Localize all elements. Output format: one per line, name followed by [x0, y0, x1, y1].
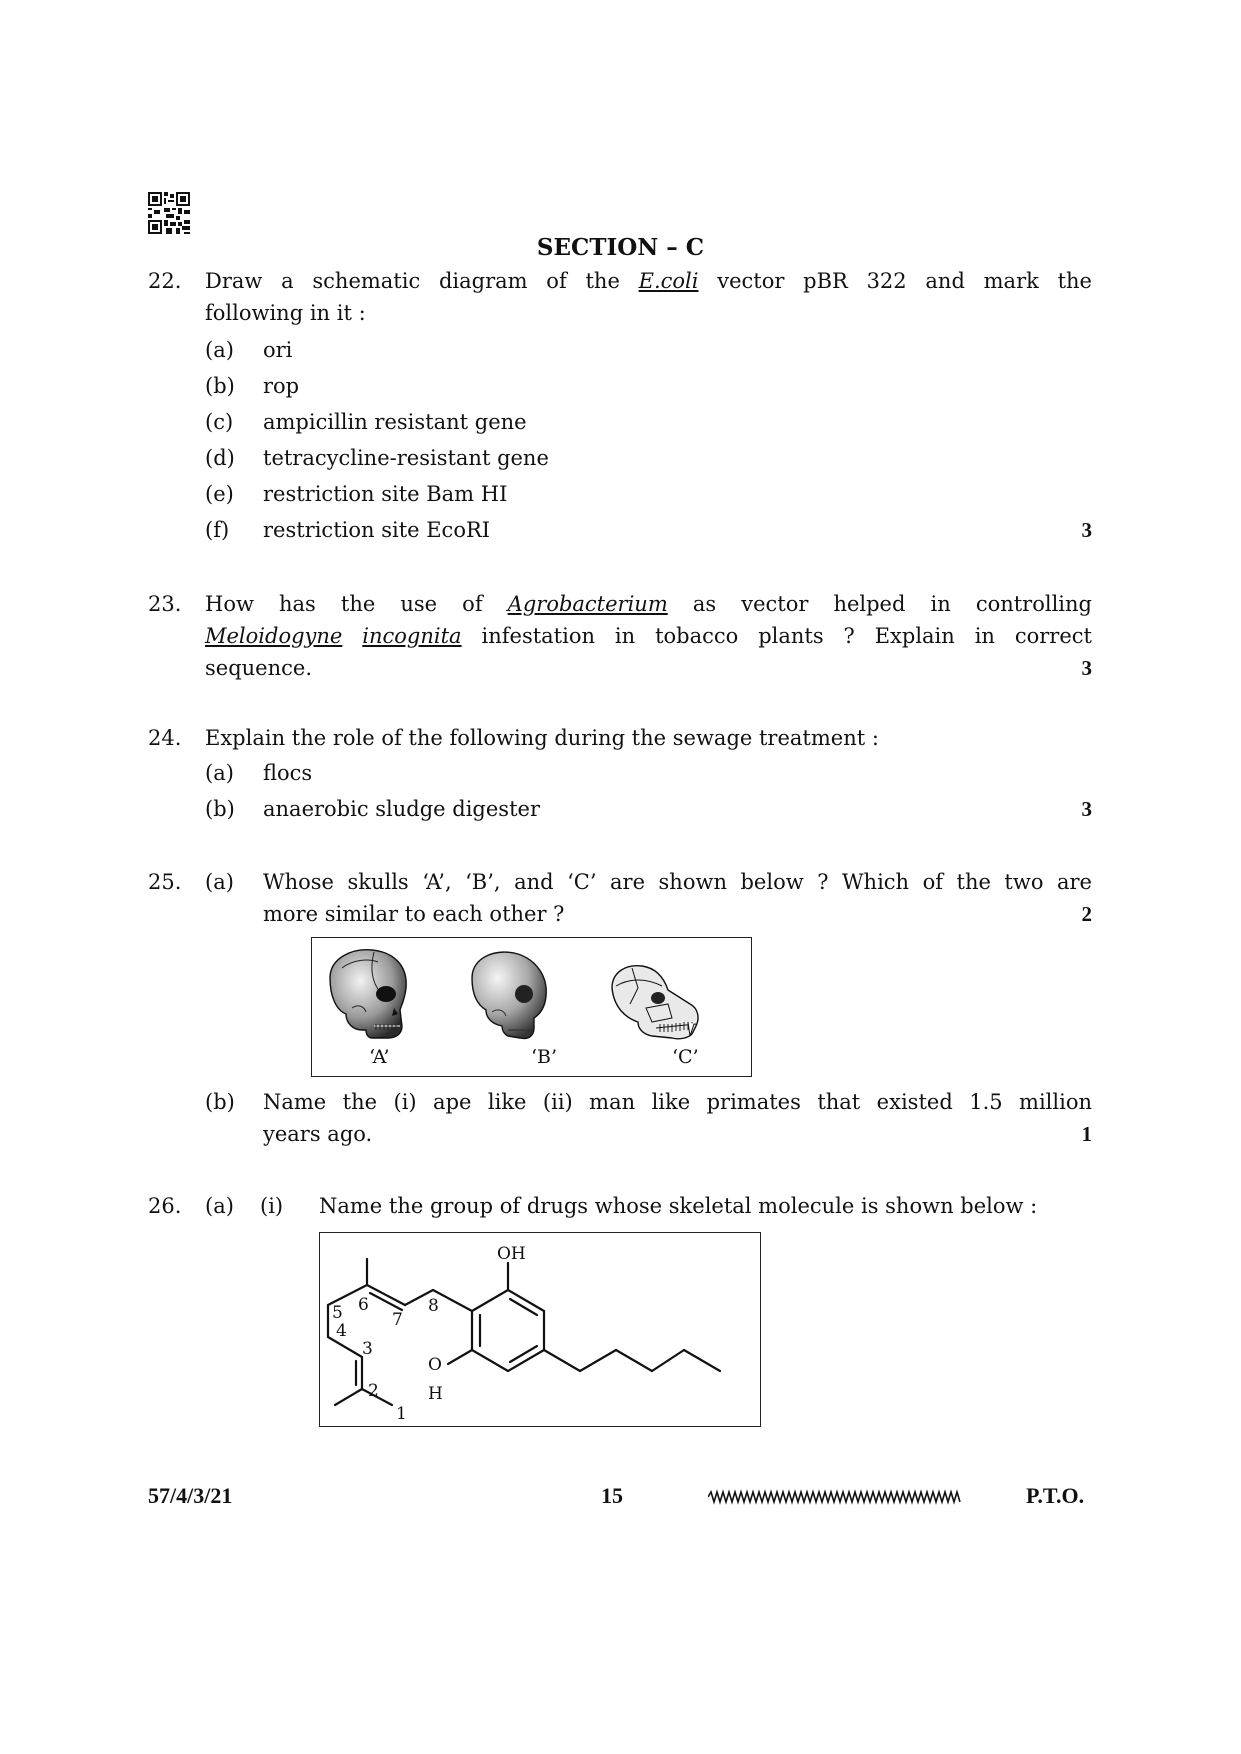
ecoli-term: E.coli [638, 269, 699, 293]
question-25: 25. (a) Whose skulls ‘A’, ‘B’, and ‘C’ are shown below ? Which of the two are more similar to each other ? 2 [148, 866, 1092, 930]
question-number: 22. [148, 269, 182, 293]
question-number: 26. [148, 1194, 182, 1218]
question-text-line2: following in it : [205, 301, 366, 325]
marks: 3 [1081, 518, 1092, 542]
skull-b-label: ‘B’ [531, 1046, 558, 1068]
list-item: (e) restriction site Bam HI [205, 482, 508, 506]
wavy-line-decoration [708, 1489, 962, 1505]
cannabinoid-structure-diagram [320, 1233, 760, 1426]
question-number: 25. [148, 870, 182, 894]
carbon-5-label: 5 [332, 1303, 343, 1323]
list-item: (a) flocs [205, 761, 313, 785]
h-label: H [428, 1384, 443, 1404]
question-text: Draw a schematic diagram of the E.coli vector pBR 322 and mark the [205, 269, 1092, 293]
question-number: 24. [148, 726, 182, 750]
skulls-figure [311, 937, 752, 1077]
question-26: 26. (a) (i) Name the group of drugs whose skeletal molecule is shown below : [148, 1190, 1092, 1222]
page-number: 15 [601, 1483, 623, 1508]
pto-label: P.T.O. [1026, 1483, 1085, 1508]
carbon-6-label: 6 [358, 1295, 369, 1315]
oh-top-label: OH [497, 1244, 526, 1264]
skull-c-image [612, 966, 698, 1039]
skull-a-label: ‘A’ [369, 1046, 390, 1068]
marks: 2 [1081, 902, 1092, 926]
list-item: (c) ampicillin resistant gene [205, 410, 527, 434]
question-25b: (b) Name the (i) ape like (ii) man like primates that existed 1.5 million years ago. 1 [148, 1086, 1092, 1150]
marks: 3 [1081, 797, 1092, 821]
section-heading: SECTION – C [536, 234, 705, 261]
list-item: (b) rop [205, 374, 300, 398]
marks: 1 [1081, 1122, 1092, 1146]
carbon-4-label: 4 [336, 1321, 347, 1341]
carbon-7-label: 7 [392, 1310, 403, 1330]
q22-items [148, 334, 1092, 550]
carbon-8-label: 8 [428, 1296, 439, 1316]
list-item: (a) ori [205, 338, 293, 362]
carbon-3-label: 3 [362, 1339, 373, 1359]
incognita-term: incognita [362, 624, 462, 648]
list-item: (f) restriction site EcoRI 3 [148, 514, 1092, 550]
skull-c-label: ‘C’ [672, 1046, 699, 1068]
list-item: (d) tetracycline-resistant gene [205, 446, 549, 470]
question-24 [148, 722, 1092, 754]
qr-code-icon [148, 192, 190, 234]
paper-code: 57/4/3/21 [148, 1483, 233, 1508]
list-item: (b) anaerobic sludge digester 3 [148, 793, 1092, 829]
marks: 3 [1081, 656, 1092, 680]
question-text: Explain the role of the following during the sewage treatment : [205, 726, 879, 750]
agrobacterium-term: Agrobacterium [507, 592, 668, 616]
question-number: 23. [148, 592, 182, 616]
question-22 [148, 265, 1092, 329]
carbon-2-label: 2 [368, 1381, 379, 1401]
meloidogyne-term: Meloidogyne [205, 624, 343, 648]
q24-items [148, 757, 1092, 829]
o-label: O [428, 1355, 442, 1375]
question-23: 23. How has the use of Agrobacterium as vector helped in controlling Meloidogyne incognita infestation in tobacco plants ? Explain in correct sequence. 3 [148, 588, 1092, 684]
skull-a-image [330, 950, 406, 1038]
skull-b-image [472, 952, 546, 1038]
question-text: Name the group of drugs whose skeletal molecule is shown below : [319, 1194, 1038, 1218]
molecule-figure [319, 1232, 761, 1427]
carbon-1-label: 1 [396, 1404, 407, 1424]
